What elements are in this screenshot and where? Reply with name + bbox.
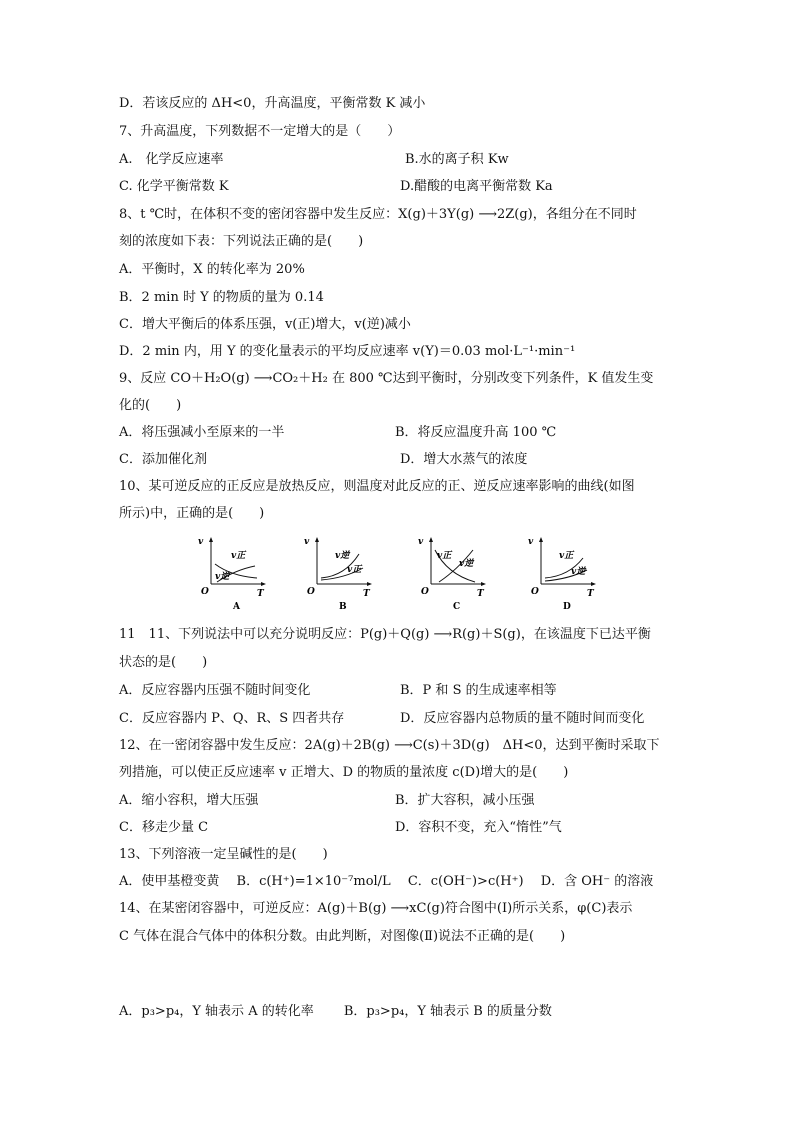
q13-options: A．使甲基橙变黄 B．c(H⁺)=1×10⁻⁷mol/L C．c(OH⁻)>c(H⁺) D．含 OH⁻ 的溶液 <box>119 874 654 889</box>
q8-option-c: C．增大平衡后的体系压强，v(正)增大，v(逆)减小 <box>119 317 411 332</box>
q13-stem: 13、下列溶液一定呈碱性的是( ) <box>119 847 328 862</box>
q11-option-c: C．反应容器内 P、Q、R、S 四者共存 <box>119 711 345 726</box>
graph-a-x-arrow <box>261 582 266 586</box>
graph-b-origin: O <box>307 587 315 597</box>
graph-b-y-label: v <box>304 537 310 547</box>
graph-d-y-arrow <box>539 537 543 542</box>
q10-stem: 10、某可逆反应的正反应是放热反应，则温度对此反应的正、逆反应速率影响的曲线(如图 <box>119 479 635 494</box>
graph-d-x-arrow <box>591 582 596 586</box>
graph-b-caption: B <box>339 602 347 612</box>
q9-stem-2: 化的( ) <box>119 398 182 413</box>
q10-graphs <box>195 532 605 612</box>
q8-option-b: B．2 min 时 Y 的物质的量为 0.14 <box>119 290 324 305</box>
q9-option-d: D．增大水蒸气的浓度 <box>400 452 528 467</box>
graph-a-reverse-label: v逆 <box>215 572 230 582</box>
graph-c-caption: C <box>453 602 461 612</box>
q12-option-c: C．移走少量 C <box>119 820 209 835</box>
q8-option-a: A．平衡时，X 的转化率为 20% <box>119 262 305 277</box>
q8-stem-2: 刻的浓度如下表：下列说法正确的是( ) <box>119 234 364 249</box>
graph-b-x-arrow <box>367 582 372 586</box>
q8-stem: 8、t ℃时，在体积不变的密闭容器中发生反应：X(g)＋3Y(g) ⟶2Z(g)，各组分在不同时 <box>119 207 637 222</box>
q14-stem-2: C 气体在混合气体中的体积分数。由此判断，对图像(Ⅱ)说法不正确的是( ) <box>119 929 566 944</box>
q12-option-b: B．扩大容积，减小压强 <box>395 793 535 808</box>
graph-b-svg <box>301 532 377 612</box>
q11-stem-2: 状态的是( ) <box>119 655 208 670</box>
graph-c-reverse-label: v逆 <box>459 559 474 569</box>
graph-b-x-label: T <box>363 589 370 599</box>
graph-c-y-arrow <box>429 537 433 542</box>
graph-d-forward-label: v正 <box>559 551 574 561</box>
q11-stem: 11 11、下列说法中可以充分说明反应：P(g)＋Q(g) ⟶R(g)＋S(g)，在该温度下已达平衡 <box>119 627 651 642</box>
q7-option-d: D.醋酸的电离平衡常数 Ka <box>400 179 553 194</box>
q9-option-c: C．添加催化剂 <box>119 452 207 467</box>
graph-b-reverse-label: v逆 <box>335 551 350 561</box>
graph-a-x-label: T <box>257 589 264 599</box>
graph-d <box>525 532 601 612</box>
q12-stem-2: 列措施，可以使正反应速率 v 正增大、D 的物质的量浓度 c(D)增大的是( ) <box>119 765 569 780</box>
graph-a-svg <box>195 532 271 612</box>
q11-option-a: A．反应容器内压强不随时间变化 <box>119 683 311 698</box>
graph-c-x-label: T <box>477 589 484 599</box>
graph-a-y-label: v <box>198 537 204 547</box>
q7-stem: 7、升高温度，下列数据不一定增大的是（ ） <box>119 124 401 139</box>
q7-option-a: A. 化学反应速率 <box>119 152 224 167</box>
graph-d-x-label: T <box>587 589 594 599</box>
q12-stem: 12、在一密闭容器中发生反应：2A(g)＋2B(g) ⟶C(s)＋3D(g) ΔH<0，达到平衡时采取下 <box>119 738 660 753</box>
q11-option-d: D．反应容器内总物质的量不随时间而变化 <box>400 711 645 726</box>
q10-stem-2: 所示)中，正确的是( ) <box>119 506 265 521</box>
graph-c-y-label: v <box>418 537 424 547</box>
q6-option-d: D．若该反应的 ΔH<0，升高温度，平衡常数 K 减小 <box>119 96 426 111</box>
graph-d-reverse-label: v逆 <box>571 567 586 577</box>
graph-b-forward-label: v正 <box>347 565 362 575</box>
graph-c <box>415 532 491 612</box>
graph-d-caption: D <box>563 602 571 612</box>
q14-options-ab: A．p₃>p₄，Y 轴表示 A 的转化率 B．p₃>p₄，Y 轴表示 B 的质量分数 <box>119 1004 552 1019</box>
graph-a-forward-label: v正 <box>231 551 246 561</box>
graph-b <box>301 532 377 612</box>
graph-c-svg <box>415 532 491 612</box>
graph-c-x-arrow <box>481 582 486 586</box>
q9-option-b: B．将反应温度升高 100 ℃ <box>395 425 557 440</box>
q9-option-a: A．将压强减小至原来的一半 <box>119 425 285 440</box>
graph-c-forward-label: v正 <box>437 551 452 561</box>
q7-option-c: C. 化学平衡常数 K <box>119 179 229 194</box>
graph-a-y-arrow <box>209 537 213 542</box>
q8-option-d: D．2 min 内，用 Y 的变化量表示的平均反应速率 v(Y)＝0.03 mol·L⁻¹·min⁻¹ <box>119 344 576 359</box>
graph-a <box>195 532 271 612</box>
q12-option-d: D．容积不变，充入“惰性”气 <box>395 820 562 835</box>
q12-option-a: A．缩小容积，增大压强 <box>119 793 259 808</box>
q14-stem: 14、在某密闭容器中，可逆反应：A(g)＋B(g) ⟶xC(g)符合图中(Ⅰ)所示关系，φ(C)表示 <box>119 901 633 916</box>
graph-a-caption: A <box>233 602 240 612</box>
q9-stem: 9、反应 CO＋H₂O(g) ⟶CO₂＋H₂ 在 800 ℃达到平衡时，分别改变下列条件，K 值发生变 <box>119 371 654 386</box>
graph-d-svg <box>525 532 601 612</box>
graph-b-y-arrow <box>315 537 319 542</box>
graph-a-origin: O <box>201 587 209 597</box>
q11-option-b: B．P 和 S 的生成速率相等 <box>400 683 557 698</box>
graph-d-origin: O <box>531 587 539 597</box>
graph-d-y-label: v <box>528 537 534 547</box>
graph-c-origin: O <box>421 587 429 597</box>
q7-option-b: B.水的离子积 Kw <box>405 152 509 167</box>
